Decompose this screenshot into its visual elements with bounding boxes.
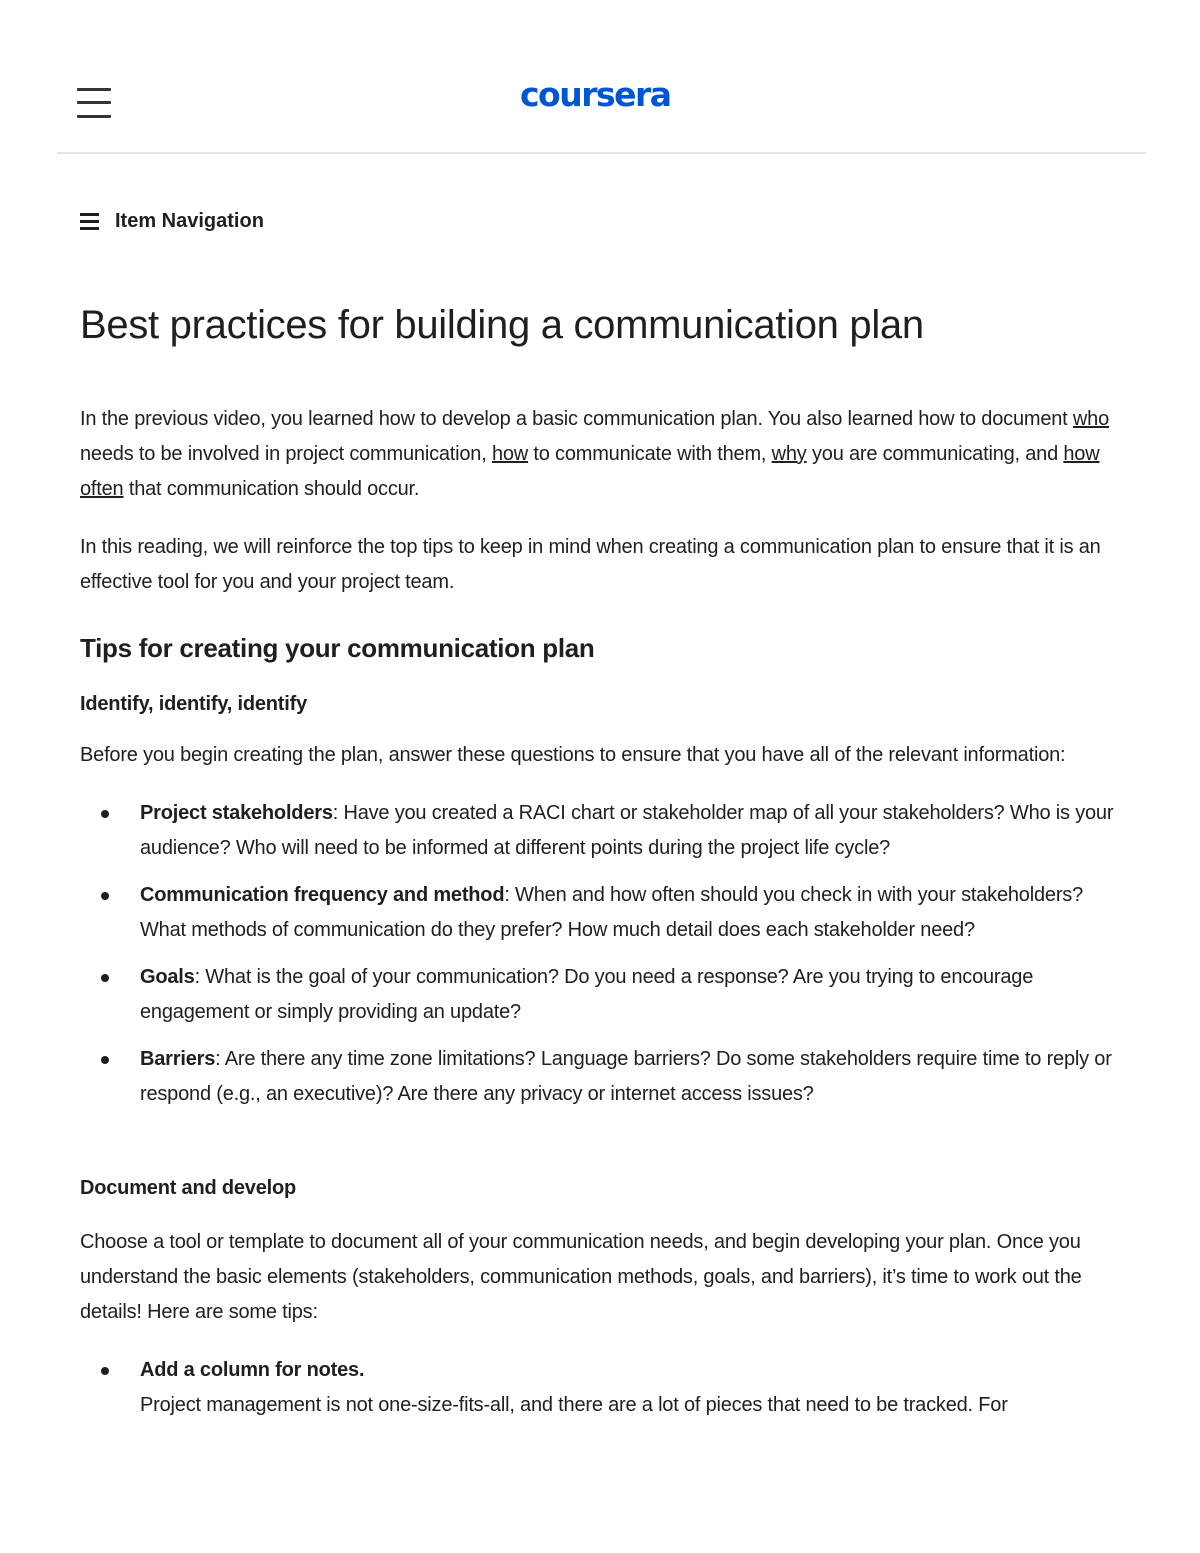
subheading-document: Document and develop <box>80 1177 297 1199</box>
coursera-logo[interactable]: coursera <box>520 75 671 114</box>
list-item: Project stakeholders: Have you created a RACI chart or stakeholder map of all your stakeholders? Who is your audience? Who will need to be informed at different points during the project life cycle? <box>80 796 1130 866</box>
underlined-how: how <box>491 443 529 465</box>
list-item: Add a column for notes. Project management is not one-size-fits-all, and there are a lot of pieces that need to be tracked. For <box>80 1353 1130 1423</box>
document-list <box>80 1353 1130 1423</box>
top-bar <box>57 0 1146 154</box>
identify-list <box>80 796 1130 1112</box>
document-paragraph: Choose a tool or template to document all of your communication needs, and begin developing your plan. Once you understand the basic elements (stakeholders, communication methods, goals, and barriers), it’s time to work out the details! Here are some tips: <box>80 1231 1082 1323</box>
underlined-who: who <box>1072 408 1109 430</box>
list-item: Communication frequency and method: When and how often should you check in with your stakeholders? What methods of communication do they prefer? How much detail does each stakeholder need? <box>80 878 1130 948</box>
intro-paragraph-1: In the previous video, you learned how to develop a basic communication plan. You also learned how to document who needs to be involved in project communication, how to communicate with them, why you are communicating, and how often that communication should occur. <box>80 408 1109 500</box>
list-item: Barriers: Are there any time zone limitations? Language barriers? Do some stakeholders require time to reply or respond (e.g., an executive)? Are there any privacy or internet access issues? <box>80 1042 1130 1112</box>
intro-paragraph-2: In this reading, we will reinforce the top tips to keep in mind when creating a communication plan to ensure that it is an effective tool for you and your project team. <box>80 536 1101 593</box>
list-icon <box>80 213 99 231</box>
item-navigation-label: Item Navigation <box>115 210 264 232</box>
section-heading: Tips for creating your communication plan <box>80 633 595 663</box>
list-item: Goals: What is the goal of your communication? Do you need a response? Are you trying to encourage engagement or simply providing an update? <box>80 960 1130 1030</box>
article-content <box>80 296 1130 1423</box>
item-navigation-button[interactable] <box>80 210 264 233</box>
hamburger-menu-icon[interactable] <box>77 88 111 118</box>
identify-paragraph: Before you begin creating the plan, answer these questions to ensure that you have all of the relevant information: <box>80 744 1066 766</box>
subheading-identify: Identify, identify, identify <box>80 693 307 715</box>
underlined-why: why <box>771 443 807 465</box>
page-title: Best practices for building a communication plan <box>80 303 924 347</box>
underlined-how-often: how often <box>80 443 1100 500</box>
